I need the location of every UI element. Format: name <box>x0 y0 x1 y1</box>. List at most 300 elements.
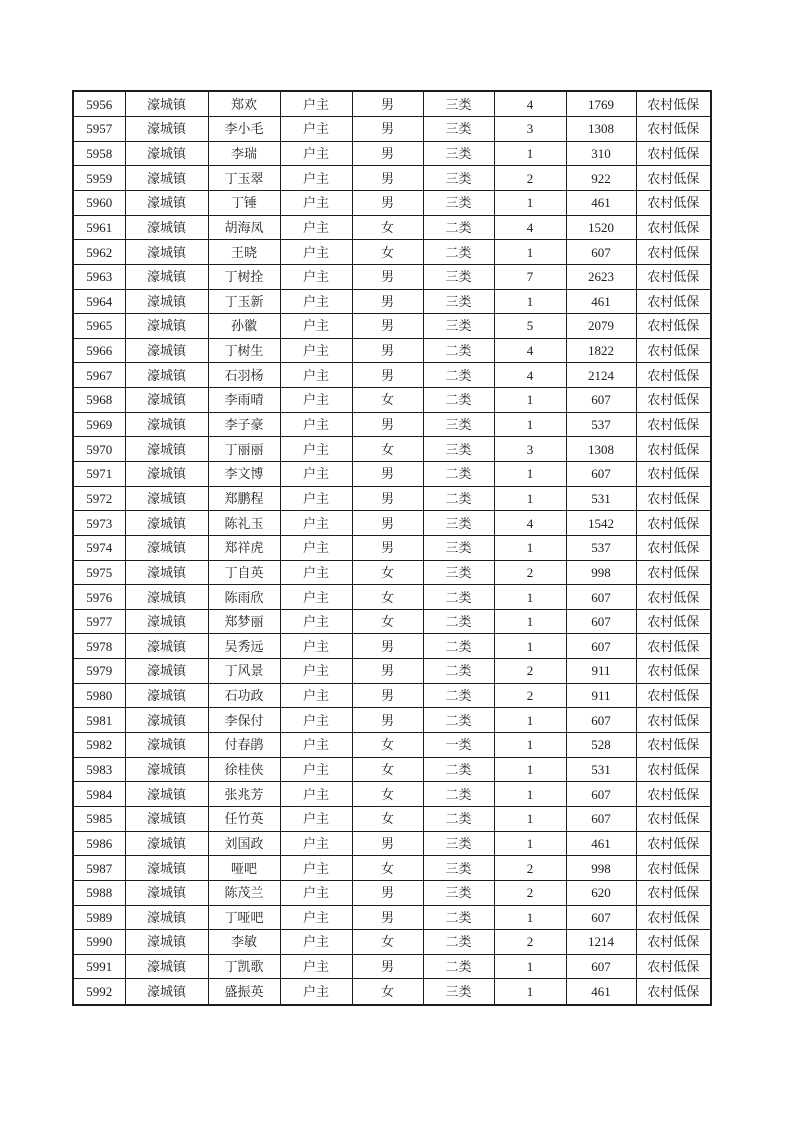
table-row <box>73 634 711 659</box>
table-row <box>73 831 711 856</box>
cell-serial-number: 5983 <box>73 757 125 782</box>
cell-category: 二类 <box>423 806 494 831</box>
cell-category: 二类 <box>423 609 494 634</box>
table-row <box>73 954 711 979</box>
cell-amount: 1822 <box>566 338 636 363</box>
cell-household-size: 2 <box>494 166 566 191</box>
table-row <box>73 190 711 215</box>
cell-household-size: 1 <box>494 954 566 979</box>
cell-assistance-type: 农村低保 <box>636 437 711 462</box>
table-row <box>73 338 711 363</box>
table-body <box>73 91 711 1005</box>
cell-serial-number: 5982 <box>73 733 125 758</box>
cell-serial-number: 5981 <box>73 708 125 733</box>
cell-assistance-type: 农村低保 <box>636 141 711 166</box>
table-row <box>73 462 711 487</box>
cell-gender: 男 <box>352 166 423 191</box>
cell-category: 二类 <box>423 683 494 708</box>
cell-category: 二类 <box>423 585 494 610</box>
cell-assistance-type: 农村低保 <box>636 659 711 684</box>
cell-name: 石羽杨 <box>208 363 280 388</box>
cell-category: 三类 <box>423 289 494 314</box>
cell-gender: 男 <box>352 141 423 166</box>
cell-relation: 户主 <box>280 683 352 708</box>
cell-town: 濠城镇 <box>125 190 208 215</box>
cell-category: 二类 <box>423 930 494 955</box>
table-row <box>73 979 711 1005</box>
table-row <box>73 117 711 142</box>
cell-serial-number: 5972 <box>73 486 125 511</box>
cell-name: 陈礼玉 <box>208 511 280 536</box>
cell-relation: 户主 <box>280 412 352 437</box>
cell-amount: 1520 <box>566 215 636 240</box>
cell-assistance-type: 农村低保 <box>636 412 711 437</box>
cell-serial-number: 5990 <box>73 930 125 955</box>
cell-town: 濠城镇 <box>125 954 208 979</box>
cell-gender: 男 <box>352 190 423 215</box>
table-row <box>73 412 711 437</box>
table-row <box>73 708 711 733</box>
cell-serial-number: 5956 <box>73 91 125 117</box>
cell-household-size: 5 <box>494 314 566 339</box>
cell-amount: 1214 <box>566 930 636 955</box>
cell-amount: 2124 <box>566 363 636 388</box>
cell-name: 丁凯歌 <box>208 954 280 979</box>
cell-town: 濠城镇 <box>125 215 208 240</box>
cell-amount: 537 <box>566 412 636 437</box>
cell-assistance-type: 农村低保 <box>636 462 711 487</box>
cell-name: 丁玉新 <box>208 289 280 314</box>
cell-amount: 998 <box>566 856 636 881</box>
cell-name: 付春鹃 <box>208 733 280 758</box>
cell-gender: 女 <box>352 215 423 240</box>
cell-gender: 男 <box>352 289 423 314</box>
table-row <box>73 930 711 955</box>
cell-household-size: 2 <box>494 880 566 905</box>
cell-assistance-type: 农村低保 <box>636 215 711 240</box>
cell-assistance-type: 农村低保 <box>636 166 711 191</box>
cell-town: 濠城镇 <box>125 634 208 659</box>
cell-amount: 911 <box>566 659 636 684</box>
table-row <box>73 659 711 684</box>
cell-relation: 户主 <box>280 388 352 413</box>
cell-serial-number: 5961 <box>73 215 125 240</box>
cell-relation: 户主 <box>280 856 352 881</box>
cell-household-size: 1 <box>494 141 566 166</box>
cell-name: 丁哑吧 <box>208 905 280 930</box>
cell-name: 石功政 <box>208 683 280 708</box>
cell-town: 濠城镇 <box>125 585 208 610</box>
cell-amount: 607 <box>566 462 636 487</box>
cell-household-size: 1 <box>494 190 566 215</box>
cell-town: 濠城镇 <box>125 880 208 905</box>
cell-town: 濠城镇 <box>125 979 208 1005</box>
cell-relation: 户主 <box>280 905 352 930</box>
cell-relation: 户主 <box>280 733 352 758</box>
cell-amount: 537 <box>566 535 636 560</box>
cell-town: 濠城镇 <box>125 166 208 191</box>
cell-name: 郑鹏程 <box>208 486 280 511</box>
cell-name: 丁锤 <box>208 190 280 215</box>
cell-amount: 461 <box>566 831 636 856</box>
cell-category: 三类 <box>423 264 494 289</box>
cell-town: 濠城镇 <box>125 659 208 684</box>
cell-amount: 607 <box>566 634 636 659</box>
cell-assistance-type: 农村低保 <box>636 683 711 708</box>
cell-serial-number: 5984 <box>73 782 125 807</box>
cell-category: 二类 <box>423 905 494 930</box>
cell-household-size: 3 <box>494 117 566 142</box>
cell-assistance-type: 农村低保 <box>636 363 711 388</box>
cell-category: 二类 <box>423 757 494 782</box>
cell-assistance-type: 农村低保 <box>636 560 711 585</box>
cell-gender: 女 <box>352 609 423 634</box>
cell-name: 李保付 <box>208 708 280 733</box>
cell-serial-number: 5973 <box>73 511 125 536</box>
cell-relation: 户主 <box>280 806 352 831</box>
table-row <box>73 91 711 117</box>
cell-relation: 户主 <box>280 437 352 462</box>
cell-serial-number: 5992 <box>73 979 125 1005</box>
cell-household-size: 2 <box>494 659 566 684</box>
cell-relation: 户主 <box>280 511 352 536</box>
cell-assistance-type: 农村低保 <box>636 511 711 536</box>
cell-name: 王晓 <box>208 240 280 265</box>
cell-gender: 男 <box>352 314 423 339</box>
cell-assistance-type: 农村低保 <box>636 388 711 413</box>
cell-amount: 2079 <box>566 314 636 339</box>
cell-town: 濠城镇 <box>125 462 208 487</box>
cell-gender: 男 <box>352 511 423 536</box>
cell-relation: 户主 <box>280 240 352 265</box>
table-row <box>73 560 711 585</box>
table-row <box>73 609 711 634</box>
cell-assistance-type: 农村低保 <box>636 856 711 881</box>
cell-relation: 户主 <box>280 289 352 314</box>
cell-assistance-type: 农村低保 <box>636 782 711 807</box>
cell-relation: 户主 <box>280 782 352 807</box>
cell-category: 二类 <box>423 954 494 979</box>
cell-household-size: 1 <box>494 905 566 930</box>
cell-town: 濠城镇 <box>125 117 208 142</box>
cell-gender: 女 <box>352 979 423 1005</box>
cell-assistance-type: 农村低保 <box>636 905 711 930</box>
cell-town: 濠城镇 <box>125 363 208 388</box>
cell-name: 陈茂兰 <box>208 880 280 905</box>
cell-assistance-type: 农村低保 <box>636 609 711 634</box>
cell-household-size: 2 <box>494 856 566 881</box>
cell-relation: 户主 <box>280 166 352 191</box>
cell-town: 濠城镇 <box>125 511 208 536</box>
cell-category: 二类 <box>423 486 494 511</box>
cell-amount: 531 <box>566 757 636 782</box>
cell-relation: 户主 <box>280 215 352 240</box>
cell-amount: 607 <box>566 388 636 413</box>
table-row <box>73 806 711 831</box>
cell-gender: 男 <box>352 91 423 117</box>
cell-town: 濠城镇 <box>125 905 208 930</box>
cell-assistance-type: 农村低保 <box>636 117 711 142</box>
cell-amount: 1308 <box>566 437 636 462</box>
cell-gender: 女 <box>352 782 423 807</box>
cell-assistance-type: 农村低保 <box>636 314 711 339</box>
cell-amount: 607 <box>566 905 636 930</box>
cell-household-size: 2 <box>494 930 566 955</box>
cell-household-size: 4 <box>494 363 566 388</box>
cell-category: 三类 <box>423 314 494 339</box>
cell-category: 三类 <box>423 437 494 462</box>
cell-relation: 户主 <box>280 486 352 511</box>
cell-town: 濠城镇 <box>125 560 208 585</box>
cell-amount: 531 <box>566 486 636 511</box>
cell-town: 濠城镇 <box>125 806 208 831</box>
cell-name: 李雨晴 <box>208 388 280 413</box>
table-row <box>73 733 711 758</box>
cell-relation: 户主 <box>280 462 352 487</box>
cell-assistance-type: 农村低保 <box>636 190 711 215</box>
cell-category: 三类 <box>423 856 494 881</box>
cell-amount: 922 <box>566 166 636 191</box>
cell-amount: 2623 <box>566 264 636 289</box>
cell-relation: 户主 <box>280 609 352 634</box>
cell-amount: 1542 <box>566 511 636 536</box>
cell-serial-number: 5979 <box>73 659 125 684</box>
cell-category: 三类 <box>423 412 494 437</box>
cell-serial-number: 5959 <box>73 166 125 191</box>
cell-gender: 男 <box>352 954 423 979</box>
cell-category: 二类 <box>423 462 494 487</box>
cell-name: 孙徽 <box>208 314 280 339</box>
cell-assistance-type: 农村低保 <box>636 930 711 955</box>
cell-gender: 女 <box>352 585 423 610</box>
cell-category: 二类 <box>423 782 494 807</box>
cell-name: 李小毛 <box>208 117 280 142</box>
cell-town: 濠城镇 <box>125 240 208 265</box>
cell-town: 濠城镇 <box>125 388 208 413</box>
cell-town: 濠城镇 <box>125 338 208 363</box>
cell-assistance-type: 农村低保 <box>636 806 711 831</box>
cell-name: 李瑞 <box>208 141 280 166</box>
cell-assistance-type: 农村低保 <box>636 708 711 733</box>
cell-assistance-type: 农村低保 <box>636 979 711 1005</box>
cell-name: 哑吧 <box>208 856 280 881</box>
cell-serial-number: 5962 <box>73 240 125 265</box>
cell-amount: 607 <box>566 806 636 831</box>
cell-gender: 女 <box>352 757 423 782</box>
cell-serial-number: 5988 <box>73 880 125 905</box>
cell-serial-number: 5968 <box>73 388 125 413</box>
cell-town: 濠城镇 <box>125 708 208 733</box>
cell-name: 吴秀远 <box>208 634 280 659</box>
cell-name: 李敏 <box>208 930 280 955</box>
cell-relation: 户主 <box>280 585 352 610</box>
cell-household-size: 1 <box>494 535 566 560</box>
cell-gender: 男 <box>352 634 423 659</box>
cell-serial-number: 5969 <box>73 412 125 437</box>
cell-household-size: 1 <box>494 806 566 831</box>
cell-gender: 男 <box>352 363 423 388</box>
cell-relation: 户主 <box>280 363 352 388</box>
cell-serial-number: 5989 <box>73 905 125 930</box>
cell-name: 陈雨欣 <box>208 585 280 610</box>
cell-gender: 女 <box>352 806 423 831</box>
cell-household-size: 4 <box>494 215 566 240</box>
cell-assistance-type: 农村低保 <box>636 289 711 314</box>
cell-relation: 户主 <box>280 757 352 782</box>
cell-relation: 户主 <box>280 560 352 585</box>
table-row <box>73 486 711 511</box>
table-row <box>73 683 711 708</box>
cell-serial-number: 5978 <box>73 634 125 659</box>
cell-relation: 户主 <box>280 264 352 289</box>
cell-gender: 男 <box>352 338 423 363</box>
cell-household-size: 1 <box>494 634 566 659</box>
cell-category: 二类 <box>423 659 494 684</box>
cell-household-size: 1 <box>494 486 566 511</box>
cell-amount: 607 <box>566 708 636 733</box>
cell-relation: 户主 <box>280 880 352 905</box>
cell-gender: 女 <box>352 437 423 462</box>
cell-relation: 户主 <box>280 314 352 339</box>
cell-name: 张兆芳 <box>208 782 280 807</box>
cell-gender: 男 <box>352 462 423 487</box>
cell-household-size: 1 <box>494 240 566 265</box>
cell-relation: 户主 <box>280 338 352 363</box>
cell-relation: 户主 <box>280 535 352 560</box>
cell-serial-number: 5976 <box>73 585 125 610</box>
cell-category: 二类 <box>423 240 494 265</box>
cell-relation: 户主 <box>280 141 352 166</box>
cell-category: 三类 <box>423 511 494 536</box>
cell-name: 徐桂侠 <box>208 757 280 782</box>
cell-relation: 户主 <box>280 659 352 684</box>
cell-town: 濠城镇 <box>125 831 208 856</box>
cell-name: 李子豪 <box>208 412 280 437</box>
cell-relation: 户主 <box>280 979 352 1005</box>
cell-assistance-type: 农村低保 <box>636 634 711 659</box>
table-row <box>73 166 711 191</box>
cell-assistance-type: 农村低保 <box>636 535 711 560</box>
cell-gender: 女 <box>352 240 423 265</box>
cell-name: 丁风景 <box>208 659 280 684</box>
cell-serial-number: 5974 <box>73 535 125 560</box>
cell-name: 丁自英 <box>208 560 280 585</box>
cell-gender: 女 <box>352 930 423 955</box>
cell-category: 二类 <box>423 708 494 733</box>
table-row <box>73 388 711 413</box>
cell-relation: 户主 <box>280 190 352 215</box>
table-row <box>73 240 711 265</box>
cell-gender: 男 <box>352 683 423 708</box>
cell-name: 丁树拴 <box>208 264 280 289</box>
cell-amount: 911 <box>566 683 636 708</box>
cell-serial-number: 5970 <box>73 437 125 462</box>
cell-assistance-type: 农村低保 <box>636 338 711 363</box>
cell-amount: 607 <box>566 609 636 634</box>
table-row <box>73 880 711 905</box>
cell-assistance-type: 农村低保 <box>636 831 711 856</box>
cell-gender: 男 <box>352 117 423 142</box>
table-row <box>73 782 711 807</box>
cell-household-size: 2 <box>494 560 566 585</box>
cell-household-size: 1 <box>494 585 566 610</box>
cell-household-size: 1 <box>494 388 566 413</box>
cell-category: 三类 <box>423 535 494 560</box>
cell-category: 三类 <box>423 979 494 1005</box>
cell-serial-number: 5958 <box>73 141 125 166</box>
table-row <box>73 535 711 560</box>
cell-name: 任竹英 <box>208 806 280 831</box>
cell-serial-number: 5971 <box>73 462 125 487</box>
cell-town: 濠城镇 <box>125 609 208 634</box>
cell-serial-number: 5986 <box>73 831 125 856</box>
cell-town: 濠城镇 <box>125 683 208 708</box>
cell-amount: 528 <box>566 733 636 758</box>
cell-household-size: 1 <box>494 462 566 487</box>
cell-household-size: 1 <box>494 412 566 437</box>
cell-household-size: 4 <box>494 91 566 117</box>
cell-category: 三类 <box>423 190 494 215</box>
cell-town: 濠城镇 <box>125 412 208 437</box>
table-row <box>73 511 711 536</box>
cell-serial-number: 5960 <box>73 190 125 215</box>
cell-gender: 男 <box>352 880 423 905</box>
cell-gender: 女 <box>352 388 423 413</box>
cell-name: 郑祥虎 <box>208 535 280 560</box>
cell-serial-number: 5985 <box>73 806 125 831</box>
cell-assistance-type: 农村低保 <box>636 585 711 610</box>
cell-category: 二类 <box>423 388 494 413</box>
cell-category: 一类 <box>423 733 494 758</box>
cell-town: 濠城镇 <box>125 856 208 881</box>
cell-town: 濠城镇 <box>125 91 208 117</box>
table-row <box>73 757 711 782</box>
cell-serial-number: 5991 <box>73 954 125 979</box>
cell-relation: 户主 <box>280 954 352 979</box>
cell-gender: 男 <box>352 659 423 684</box>
cell-category: 三类 <box>423 117 494 142</box>
cell-town: 濠城镇 <box>125 314 208 339</box>
cell-name: 刘国政 <box>208 831 280 856</box>
cell-name: 盛振英 <box>208 979 280 1005</box>
cell-name: 胡海凤 <box>208 215 280 240</box>
cell-category: 二类 <box>423 338 494 363</box>
cell-gender: 男 <box>352 412 423 437</box>
cell-gender: 女 <box>352 856 423 881</box>
cell-assistance-type: 农村低保 <box>636 757 711 782</box>
table-row <box>73 905 711 930</box>
cell-household-size: 1 <box>494 831 566 856</box>
cell-household-size: 1 <box>494 979 566 1005</box>
cell-relation: 户主 <box>280 930 352 955</box>
cell-assistance-type: 农村低保 <box>636 954 711 979</box>
cell-household-size: 4 <box>494 511 566 536</box>
table-row <box>73 437 711 462</box>
cell-town: 濠城镇 <box>125 757 208 782</box>
cell-household-size: 1 <box>494 609 566 634</box>
cell-amount: 1769 <box>566 91 636 117</box>
cell-category: 三类 <box>423 560 494 585</box>
cell-town: 濠城镇 <box>125 535 208 560</box>
cell-town: 濠城镇 <box>125 264 208 289</box>
cell-name: 丁玉翠 <box>208 166 280 191</box>
cell-gender: 男 <box>352 486 423 511</box>
cell-household-size: 1 <box>494 733 566 758</box>
cell-serial-number: 5963 <box>73 264 125 289</box>
cell-amount: 1308 <box>566 117 636 142</box>
cell-town: 濠城镇 <box>125 141 208 166</box>
cell-town: 濠城镇 <box>125 733 208 758</box>
